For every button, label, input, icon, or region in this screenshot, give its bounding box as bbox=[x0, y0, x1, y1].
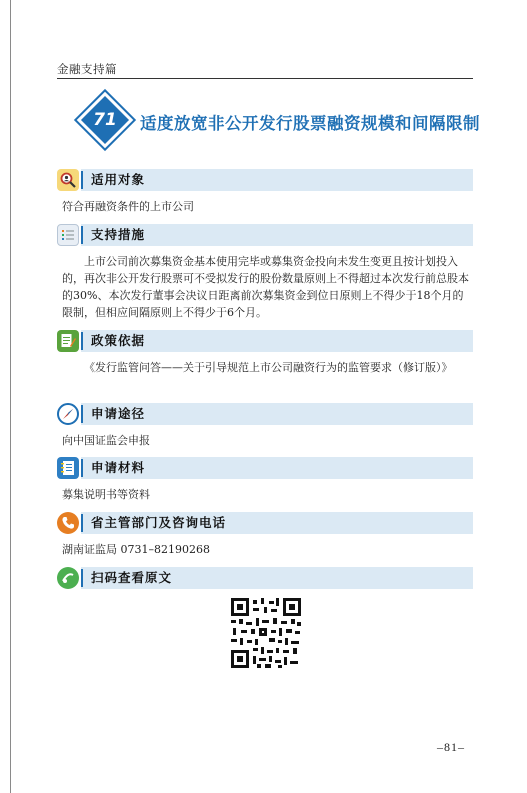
section-divider bbox=[81, 226, 83, 244]
basis-text: 《发行监管问答——关于引导规范上市公司融资行为的监管要求（修订版）》 bbox=[84, 361, 453, 374]
qr-code[interactable] bbox=[231, 598, 301, 668]
article-number: 71 bbox=[93, 110, 117, 130]
article-title-block bbox=[80, 97, 480, 157]
section-materials bbox=[57, 457, 473, 479]
contact-text: 湖南证监局 0731–82190268 bbox=[62, 543, 210, 556]
section-divider bbox=[81, 405, 83, 423]
section-scan bbox=[57, 567, 473, 589]
section-label: 扫码查看原文 bbox=[91, 570, 173, 585]
list-icon bbox=[57, 224, 79, 246]
section-label: 省主管部门及咨询电话 bbox=[91, 515, 227, 530]
phone-icon bbox=[57, 512, 79, 534]
section-measures bbox=[57, 224, 473, 246]
section-label: 支持措施 bbox=[91, 227, 146, 242]
document-pen-icon bbox=[57, 330, 79, 352]
section-target bbox=[57, 169, 473, 191]
running-header: 金融支持篇 bbox=[57, 62, 117, 76]
notebook-icon bbox=[57, 457, 79, 479]
section-label: 政策依据 bbox=[91, 333, 146, 348]
section-divider bbox=[81, 459, 83, 477]
section-divider bbox=[81, 332, 83, 350]
section-contact bbox=[57, 512, 473, 534]
section-divider bbox=[81, 514, 83, 532]
materials-text: 募集说明书等资料 bbox=[62, 488, 150, 501]
section-channel bbox=[57, 403, 473, 425]
section-divider bbox=[81, 171, 83, 189]
channel-text: 向中国证监会申报 bbox=[62, 434, 150, 447]
section-basis bbox=[57, 330, 473, 352]
page-number: –81– bbox=[437, 740, 465, 754]
header-rule bbox=[57, 78, 473, 79]
magnifier-person-icon bbox=[57, 169, 79, 191]
section-label: 申请材料 bbox=[91, 460, 146, 475]
measures-text: 上市公司前次募集资金基本使用完毕或募集资金投向未发生变更且按计划投入的，再次非公开发行股票可不受拟发行的股份数量原则上不得超过本次发行前总股本的30%、本次发行董事会决议日距离前次募集资金到位日原则上不得少于18个月的限制，但相应间隔原则上不得少于6个月。 bbox=[62, 255, 469, 319]
section-label: 申请途径 bbox=[91, 406, 146, 421]
qr-scan-icon bbox=[57, 567, 79, 589]
target-text: 符合再融资条件的上市公司 bbox=[62, 200, 194, 213]
section-label: 适用对象 bbox=[91, 172, 146, 187]
compass-icon bbox=[57, 403, 79, 425]
article-title: 适度放宽非公开发行股票融资规模和间隔限制 bbox=[140, 114, 480, 133]
page-edge-line bbox=[10, 0, 11, 793]
section-divider bbox=[81, 569, 83, 587]
